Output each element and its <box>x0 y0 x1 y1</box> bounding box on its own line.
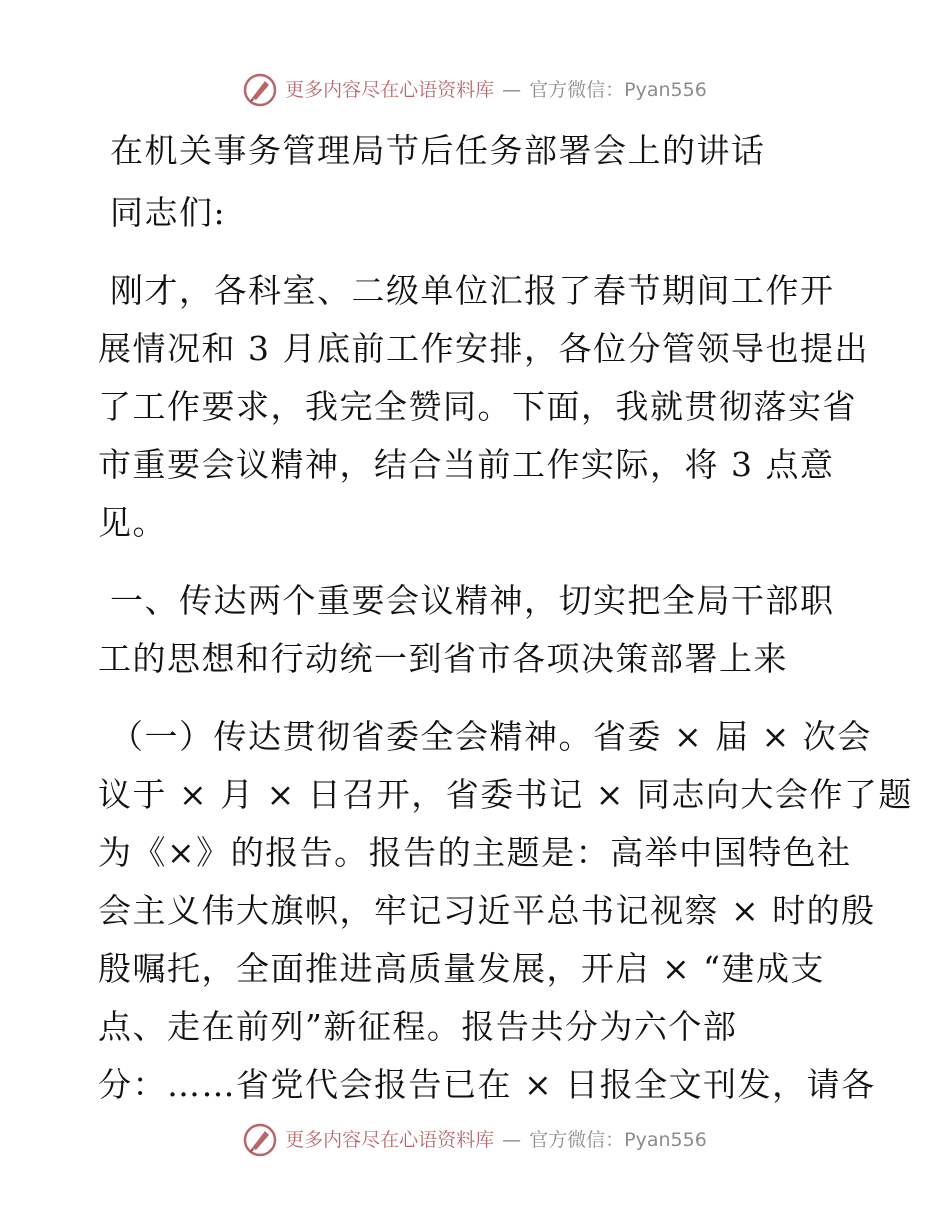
document-title: 在机关事务管理局节后任务部署会上的讲话 <box>110 131 766 170</box>
banner-text: 更多内容尽在心语资料库 <box>285 78 495 101</box>
paragraph-line: 刚才，各科室、二级单位汇报了春节期间工作开 <box>110 271 835 310</box>
document-body <box>98 122 913 1114</box>
pen-nib-circle-logo-icon <box>243 73 277 107</box>
banner-dash: — <box>502 78 522 101</box>
paragraph-line: 为《×》的报告。报告的主题是：高举中国特色社 <box>98 833 852 872</box>
banner-dash: — <box>502 1128 522 1151</box>
paragraph-line: 议于 × 月 × 日召开，省委书记 × 同志向大会作了题 <box>98 775 913 814</box>
footer-banner <box>0 1120 950 1160</box>
paragraph-line: 殷嘱托，全面推进高质量发展，开启 × “建成支 <box>98 949 826 988</box>
banner-text: 更多内容尽在心语资料库 <box>285 1128 495 1151</box>
paragraph-line: 分：……省党代会报告已在 × 日报全文刊发，请各 <box>98 1065 876 1104</box>
paragraph-line: 会主义伟大旗帜，牢记习近平总书记视察 × 时的殷 <box>98 891 876 930</box>
paragraph-line: 市重要会议精神，结合当前工作实际，将 3 点意 <box>98 445 835 484</box>
header-banner <box>0 70 950 110</box>
paragraph-line: 见。 <box>98 503 167 542</box>
paragraph-line: 了工作要求，我完全赞同。下面，我就贯彻落实省 <box>98 387 857 426</box>
banner-wechat: 官方微信：Pyan556 <box>529 1128 707 1151</box>
paragraph-line: 点、走在前列”新征程。报告共分为六个部 <box>98 1007 738 1046</box>
paragraph-1 <box>98 262 869 552</box>
paragraph-line: 展情况和 3 月底前工作安排，各位分管领导也提出 <box>98 329 869 368</box>
paragraph-3 <box>98 708 913 1114</box>
paragraph-line: 工的思想和行动统一到省市各项决策部署上来 <box>98 639 788 678</box>
section-heading-1 <box>98 572 858 688</box>
paragraph-line: （一）传达贯彻省委全会精神。省委 × 届 × 次会 <box>110 717 872 756</box>
paragraph-line: 一、传达两个重要会议精神，切实把全局干部职 <box>110 581 835 620</box>
pen-nib-circle-logo-icon <box>243 1123 277 1157</box>
salutation: 同志们: <box>110 193 227 232</box>
banner-wechat: 官方微信：Pyan556 <box>529 78 707 101</box>
